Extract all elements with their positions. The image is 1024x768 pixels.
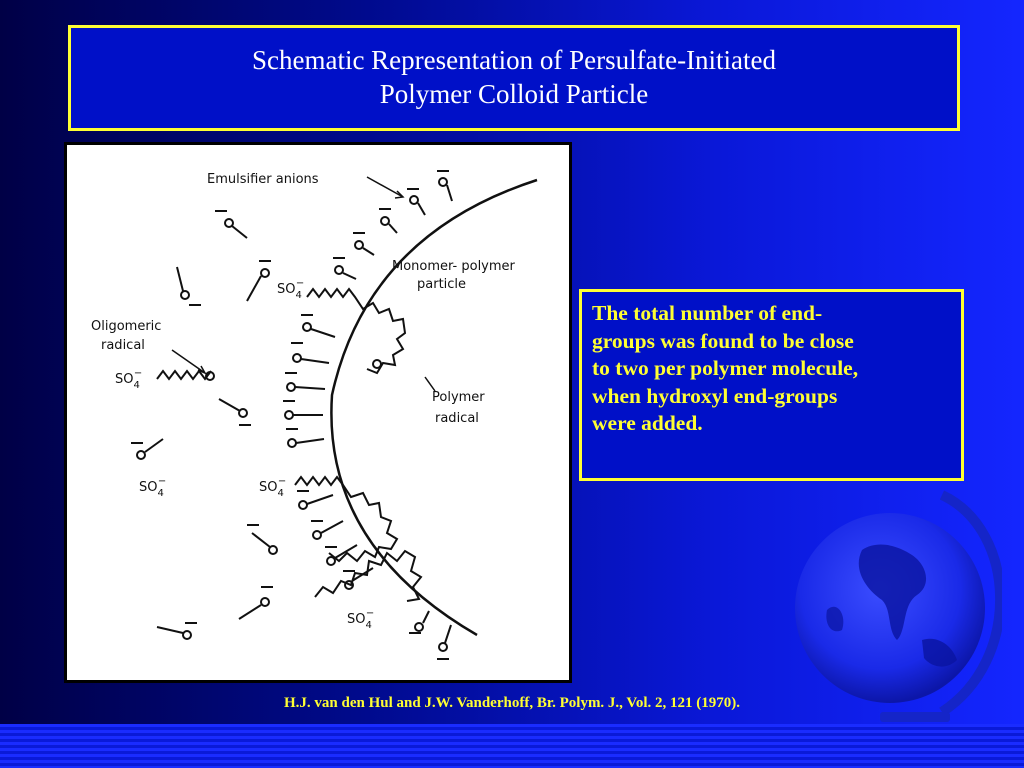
arrow-oligomeric	[172, 350, 205, 373]
arrow-emulsifier	[367, 177, 403, 197]
polymer-radical-chain-2	[295, 477, 397, 561]
citation: H.J. van den Hul and J.W. Vanderhoff, Br. Polym. J., Vol. 2, 121 (1970).	[283, 695, 741, 711]
sulfate-label-2: $SO_4-$	[115, 368, 143, 391]
free-anions	[131, 211, 277, 639]
label-oligomeric-line2: radical	[101, 338, 145, 353]
surface-anions	[283, 171, 452, 659]
polymer-radical-chain-3	[315, 551, 421, 601]
sulfate-label-5: $SO_4-$	[347, 608, 375, 631]
polymer-radical-chain-1	[307, 289, 405, 373]
label-particle-line2: particle	[417, 277, 467, 292]
sulfate-label-4: $SO_4-$	[259, 476, 287, 499]
label-oligomeric-line1: Oligomeric	[91, 319, 162, 334]
explanation-text-box: The total number of end- groups was found to be close to two per polymer molecule, when hydroxyl end-groups were added.	[579, 289, 964, 481]
arrow-polymer	[425, 377, 435, 391]
title-line-2: Polymer Colloid Particle	[379, 79, 649, 109]
sulfate-label-1: $SO_4-$	[277, 278, 305, 301]
title-box	[68, 25, 960, 131]
particle-diagram	[67, 145, 569, 680]
label-particle-line1: Monomer- polymer	[392, 259, 515, 274]
footer-band	[0, 724, 1024, 768]
schematic-figure	[64, 142, 572, 683]
globe-icon	[792, 490, 1002, 724]
title-line-1: Schematic Representation of Persulfate-Initiated	[251, 45, 777, 76]
label-polymer-line1: Polymer	[432, 390, 485, 405]
sulfate-label-3: $SO_4-$	[139, 476, 167, 499]
label-emulsifier: Emulsifier anions	[207, 172, 319, 187]
label-polymer-line2: radical	[435, 411, 479, 426]
